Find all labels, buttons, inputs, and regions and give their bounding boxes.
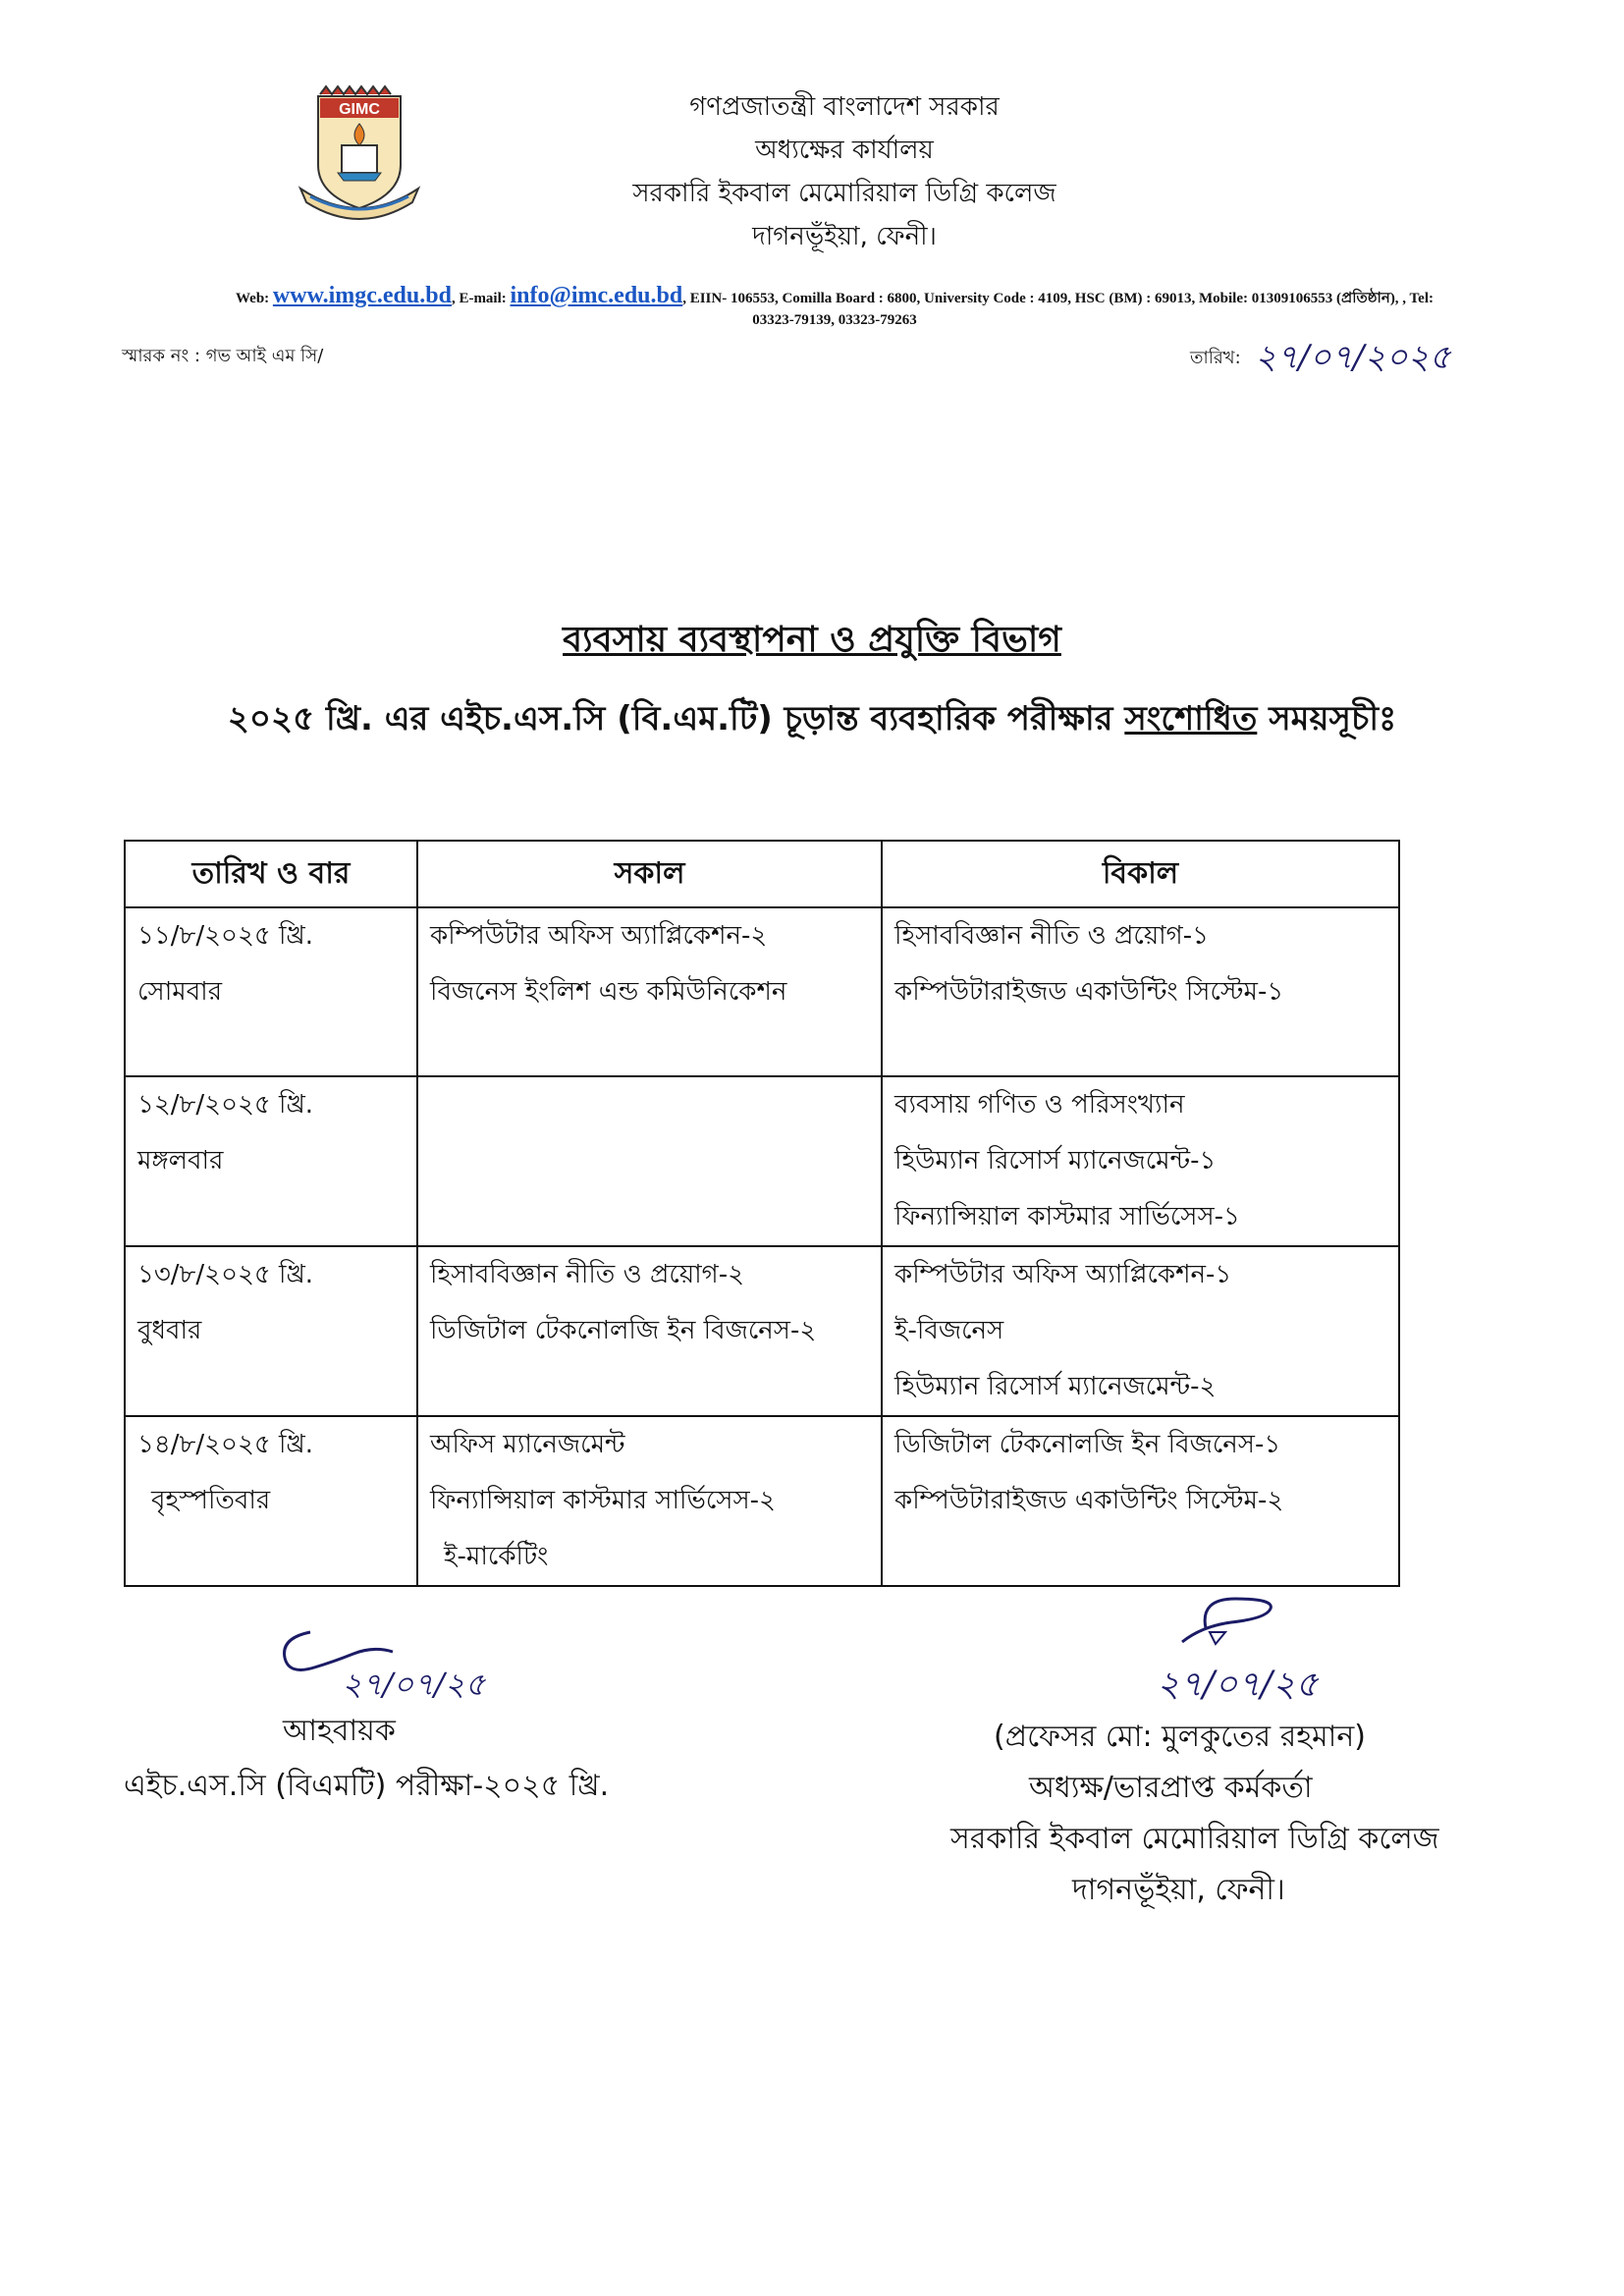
morning-subject: কম্পিউটার অফিস অ্যাপ্লিকেশন-২: [430, 921, 768, 951]
morning-cell: [417, 1416, 882, 1586]
convener-exam: এইচ.এস.সি (বিএমটি) পরীক্ষা-২০২৫ খ্রি.: [124, 1769, 610, 1803]
morning-subject: অফিস ম্যানেজমেন্ট: [430, 1430, 625, 1459]
exam-day: বুধবার: [137, 1316, 202, 1345]
afternoon-subject: কম্পিউটারাইজড একাউন্টিং সিস্টেম-২: [894, 1486, 1284, 1515]
morning-cell: [417, 907, 882, 1076]
afternoon-cell: [882, 1416, 1399, 1586]
schedule-title-prefix: ২০২৫ খ্রি. এর এইচ.এস.সি (বি.এম.টি) চূড়ান্ত ব্যবহারিক পরীক্ষার: [227, 699, 1113, 738]
principal-place: দাগনভূঁইয়া, ফেনী।: [1072, 1873, 1285, 1907]
date-cell: [125, 1246, 417, 1416]
schedule-title: [0, 693, 1624, 749]
handwritten-date: ২৭/০৭/২০২৫: [1255, 338, 1451, 377]
govt-name: গণপ্রজাতন্ত্রী বাংলাদেশ সরকার: [689, 92, 1000, 122]
header-morning: সকাল: [417, 841, 882, 907]
morning-subject: ফিন্যান্সিয়াল কাস্টমার সার্ভিসেস-২: [430, 1486, 776, 1515]
afternoon-subject: হিউম্যান রিসোর্স ম্যানেজমেন্ট-২: [894, 1372, 1217, 1401]
college-place: দাগনভূঁইয়া, ফেনী।: [752, 222, 937, 251]
principal-signature-date: ২৭/০৭/২৫: [1157, 1665, 1319, 1705]
telephone-numbers: 03323-79139, 03323-79263: [752, 312, 917, 328]
contact-details: , EIIN- 106553, Comilla Board : 6800, University Code : 4109, HSC (BM) : 69013, Mobile: 01309106553 (প্রতিষ্ঠান), , Tel:: [682, 291, 1434, 306]
logo-text: GIMC: [339, 101, 380, 118]
afternoon-subject: ব্যবসায় গণিত ও পরিসংখ্যান: [894, 1090, 1185, 1120]
table-row: [125, 1076, 1399, 1246]
date-cell: [125, 1076, 417, 1246]
college-logo: [291, 81, 428, 228]
morning-subject: বিজনেস ইংলিশ এন্ড কমিউনিকেশন: [430, 977, 787, 1007]
office-name: অধ্যক্ষের কার্যালয়: [755, 136, 934, 165]
convener-signature-date: ২৭/০৭/২৫: [342, 1666, 486, 1703]
web-label: Web:: [235, 291, 270, 306]
afternoon-subject: ই-বিজনেস: [894, 1316, 1004, 1345]
morning-subject: হিসাববিজ্ঞান নীতি ও প্রয়োগ-২: [430, 1260, 745, 1289]
table-row: [125, 1416, 1399, 1586]
morning-subject: ই-মার্কেটিং: [444, 1542, 549, 1571]
date-cell: [125, 907, 417, 1076]
principal-signature-scribble: [1147, 1589, 1304, 1658]
exam-date: ১৩/৮/২০২৫ খ্রি.: [137, 1260, 314, 1289]
web-link[interactable]: www.imgc.edu.bd: [272, 283, 452, 308]
exam-day: মঙ্গলবার: [137, 1146, 224, 1175]
header-date-day: তারিখ ও বার: [125, 841, 417, 907]
principal-name: (প্রফেসর মো: মুলকুতের রহমান): [994, 1720, 1366, 1754]
principal-designation: অধ্যক্ষ/ভারপ্রাপ্ত কর্মকর্তা: [1029, 1771, 1313, 1805]
email-label: , E-mail:: [451, 291, 507, 306]
exam-day: সোমবার: [137, 977, 223, 1007]
morning-cell: [417, 1246, 882, 1416]
exam-schedule-table: [124, 840, 1400, 1587]
exam-date: ১১/৮/২০২৫ খ্রি.: [137, 921, 314, 951]
header-afternoon: বিকাল: [882, 841, 1399, 907]
memo-number: স্মারক নং : গভ আই এম সি/: [122, 346, 324, 366]
table-row: [125, 907, 1399, 1076]
schedule-title-revised: সংশোধিত: [1124, 699, 1258, 738]
department-title-text: ব্যবসায় ব্যবস্থাপনা ও প্রযুক্তি বিভাগ: [563, 620, 1061, 660]
table-header-row: [125, 841, 1399, 907]
department-title: [0, 613, 1624, 672]
afternoon-cell: [882, 1076, 1399, 1246]
table-row: [125, 1246, 1399, 1416]
afternoon-subject: হিসাববিজ্ঞান নীতি ও প্রয়োগ-১: [894, 921, 1209, 951]
date-cell: [125, 1416, 417, 1586]
date-label: তারিখ:: [1190, 348, 1241, 368]
exam-day: বৃহস্পতিবার: [151, 1486, 271, 1515]
afternoon-subject: কম্পিউটার অফিস অ্যাপ্লিকেশন-১: [894, 1260, 1232, 1289]
morning-subject: ডিজিটাল টেকনোলজি ইন বিজনেস-২: [430, 1316, 817, 1345]
schedule-title-suffix: সময়সূচীঃ: [1269, 699, 1397, 738]
afternoon-subject: কম্পিউটারাইজড একাউন্টিং সিস্টেম-১: [894, 977, 1284, 1007]
afternoon-cell: [882, 1246, 1399, 1416]
exam-date: ১৪/৮/২০২৫ খ্রি.: [137, 1430, 314, 1459]
afternoon-subject: ডিজিটাল টেকনোলজি ইন বিজনেস-১: [894, 1430, 1281, 1459]
email-link[interactable]: info@imc.edu.bd: [510, 283, 683, 308]
contact-line: [147, 285, 1522, 331]
college-name: সরকারি ইকবাল মেমোরিয়াল ডিগ্রি কলেজ: [632, 179, 1056, 208]
convener-role: আহবায়ক: [283, 1714, 396, 1748]
afternoon-subject: হিউম্যান রিসোর্স ম্যানেজমেন্ট-১: [894, 1146, 1217, 1175]
afternoon-subject: ফিন্যান্সিয়াল কাস্টমার সার্ভিসেস-১: [894, 1202, 1240, 1231]
principal-college: সরকারি ইকবাল মেমোরিয়াল ডিগ্রি কলেজ: [950, 1822, 1439, 1856]
exam-date: ১২/৮/২০২৫ খ্রি.: [137, 1090, 314, 1120]
afternoon-cell: [882, 907, 1399, 1076]
morning-cell: [417, 1076, 882, 1246]
